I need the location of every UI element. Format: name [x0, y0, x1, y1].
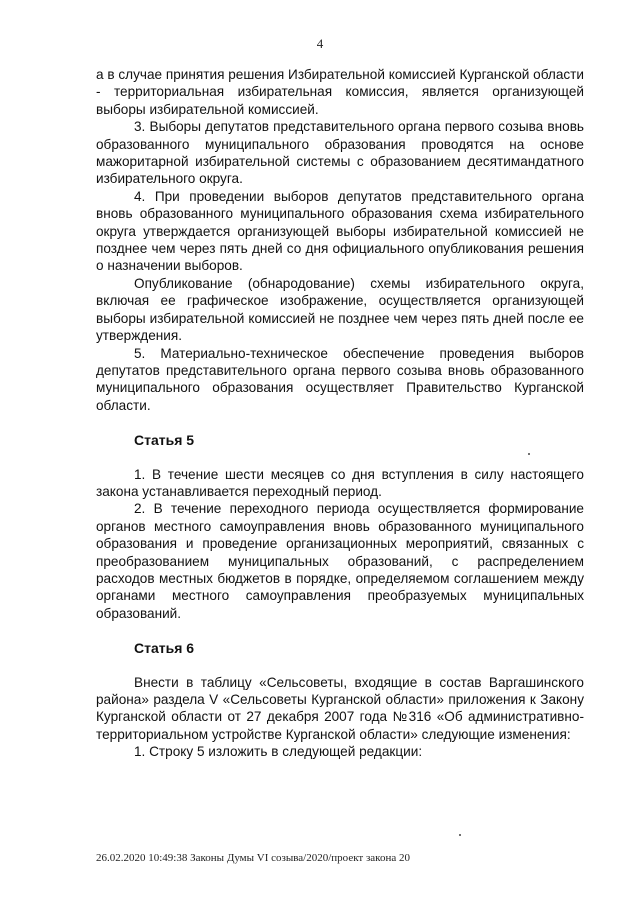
paragraph: Внести в таблицу «Сельсоветы, входящие в состав Варгашинского района» раздела V «Сельсоветы Курганской области» приложения к Закону Курганской области от 27 декабря 2007 года №316 «Об административно-территориальном устройстве Курганской области» следующие изменения:: [96, 674, 584, 742]
article-6-heading: Статья 6: [134, 640, 195, 657]
paragraph: 1. В течение шести месяцев со дня вступления в силу настоящего закона устанавливается переходный период.: [96, 466, 584, 499]
paragraph: 3. Выборы депутатов представительного органа первого созыва вновь образованного муниципального образования проводятся на основе мажоритарной избирательной системы с образованием десятимандатного избирательного округа.: [96, 119, 584, 187]
paragraph: 1. Строку 5 изложить в следующей редакции:: [134, 744, 423, 760]
paragraph: 2. В течение переходного периода осуществляется формирование органов местного самоуправления вновь образованного муниципального образования и проведение организационных мероприятий, связанных с преобразованием муниципальных образований, с распределением расходов местных бюджетов в порядке, определяемом соглашением между органами местного самоуправления преобразуемых муниципальных образований.: [96, 501, 584, 621]
paragraph: 5. Материально-техническое обеспечение проведения выборов депутатов представительного органа первого созыва вновь образованного муниципального образования осуществляет Правительство Курганской области.: [96, 345, 584, 413]
paragraph: Опубликование (обнародование) схемы избирательного округа, включая ее графическое изображение, осуществляется организующей выборы избирательной комиссией не позднее чем через пять дней после ее утверждения.: [96, 275, 584, 344]
paragraph: 4. При проведении выборов депутатов представительного органа вновь образованного муниципального образования схема избирательного округа утверждается организующей выборы избирательной комиссией не позднее чем через пять дней со дня официального опубликования решения о назначении выборов.: [96, 188, 584, 274]
document-body: [96, 66, 584, 761]
scan-speck: [528, 453, 530, 455]
page-number: 4: [316, 36, 324, 51]
scan-speck: [459, 834, 461, 836]
article-5-heading: Статья 5: [134, 432, 195, 449]
paragraph: а в случае принятия решения Избирательной комиссией Курганской области - территориальная избирательная комиссия, является организующей выборы избирательной комиссией.: [96, 67, 584, 117]
footer-stamp: 26.02.2020 10:49:38 Законы Думы VI созыва/2020/проект закона 20: [96, 852, 410, 864]
